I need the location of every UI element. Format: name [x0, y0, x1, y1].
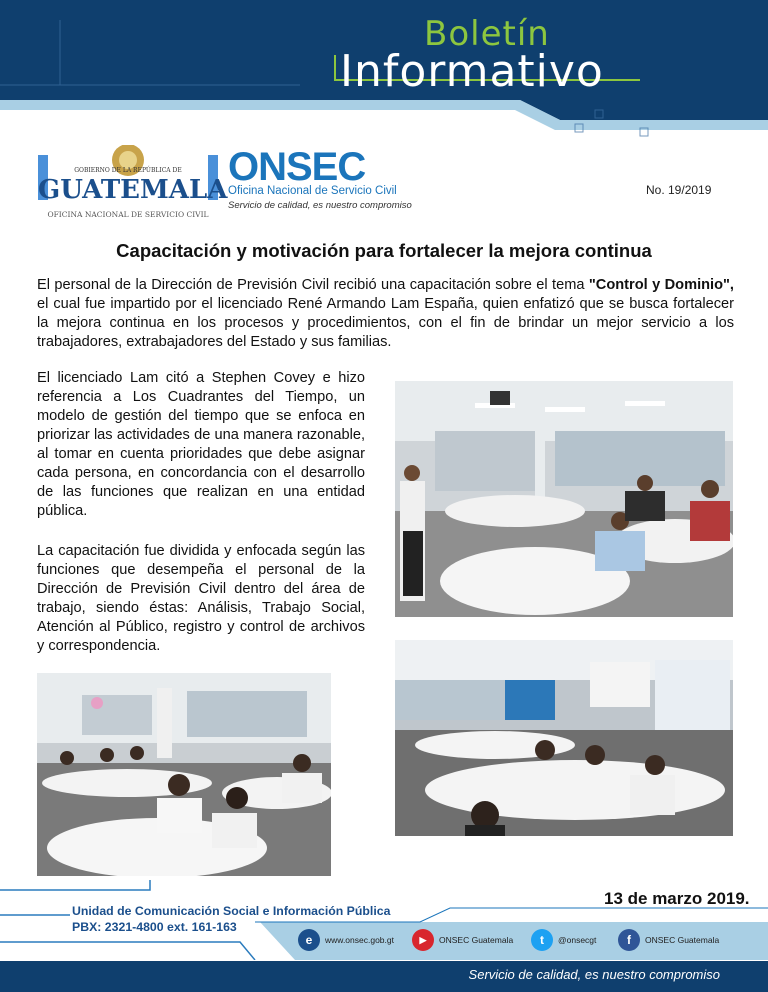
social-web-link[interactable] — [298, 928, 394, 952]
intro-text-before: El personal de la Dirección de Previsión Civil recibió una capacitación sobre el tema — [37, 277, 589, 293]
bulletin-title-line1: Boletín — [424, 14, 550, 54]
onsec-logo-name: ONSEC — [228, 145, 366, 189]
social-facebook-link[interactable] — [618, 928, 719, 952]
social-facebook-label: ONSEC Guatemala — [645, 935, 720, 945]
social-twitter-label: @onsecgt — [558, 935, 597, 945]
guatemala-logo-name: GUATEMALA — [38, 175, 228, 205]
youtube-icon: ▶ — [412, 929, 434, 951]
social-twitter-link[interactable] — [531, 928, 596, 952]
onsec-logo-tagline: Servicio de calidad, es nuestro compromiso — [228, 200, 412, 211]
intro-text-after: el cual fue impartido por el licenciado René Armando Lam España, quien enfatizó que se busca fortalecer la mejora continua en los procesos y procedimientos, con el fin de brindar un mejor servicio a los trabajadores, extrabajadores del Estado y sus familias. — [37, 296, 734, 350]
paragraph-training-areas: La capacitación fue dividida y enfocada según las funciones que desempeña el personal de la Dirección de Previsión Civil dentro del área de trabajo, siendo éstas: Análisis, Trabajo Social, Atención al Público, registro y control de archivos y correspondencia. — [37, 543, 365, 654]
pbx-phone: PBX: 2321-4800 ext. 161-163 — [72, 920, 237, 934]
twitter-icon: t — [531, 929, 553, 951]
article-headline: Capacitación y motivación para fortalecer la mejora continua — [116, 240, 652, 261]
training-photo-speaker — [395, 381, 733, 617]
guatemala-logo-top-text: GOBIERNO DE LA REPÚBLICA DE — [74, 167, 182, 174]
bulletin-title-line2: Informativo — [340, 46, 604, 97]
guatemala-logo-bottom-text: OFICINA NACIONAL DE SERVICIO CIVIL — [47, 210, 209, 219]
facebook-icon: f — [618, 929, 640, 951]
onsec-logo — [228, 145, 418, 215]
guatemala-logo — [38, 125, 228, 225]
web-icon: e — [298, 929, 320, 951]
training-photo-participants — [37, 673, 331, 876]
communication-unit: Unidad de Comunicación Social e Información Pública — [72, 904, 391, 918]
intro-bold-topic: "Control y Dominio", — [588, 277, 734, 293]
training-photo-presentation — [395, 640, 733, 836]
footer-slogan: Servicio de calidad, es nuestro compromiso — [468, 967, 720, 982]
publication-date: 13 de marzo 2019. — [604, 889, 750, 908]
onsec-logo-subtitle: Oficina Nacional de Servicio Civil — [228, 185, 397, 197]
paragraph-covey: El licenciado Lam citó a Stephen Covey e hizo referencia a Los Cuadrantes del Tiempo, un modelo de gestión del tiempo que se enfoca en priorizar las actividades de una manera razonable, al tomar en cuenta prioridades que debe asignar cada persona, en concordancia con el desarrollo de las funciones que realizan en una entidad pública. — [37, 370, 365, 519]
social-youtube-link[interactable] — [412, 928, 513, 952]
social-web-label: www.onsec.gob.gt — [325, 935, 394, 945]
issue-number: No. 19/2019 — [646, 183, 712, 197]
social-youtube-label: ONSEC Guatemala — [439, 935, 514, 945]
intro-paragraph — [37, 276, 734, 352]
